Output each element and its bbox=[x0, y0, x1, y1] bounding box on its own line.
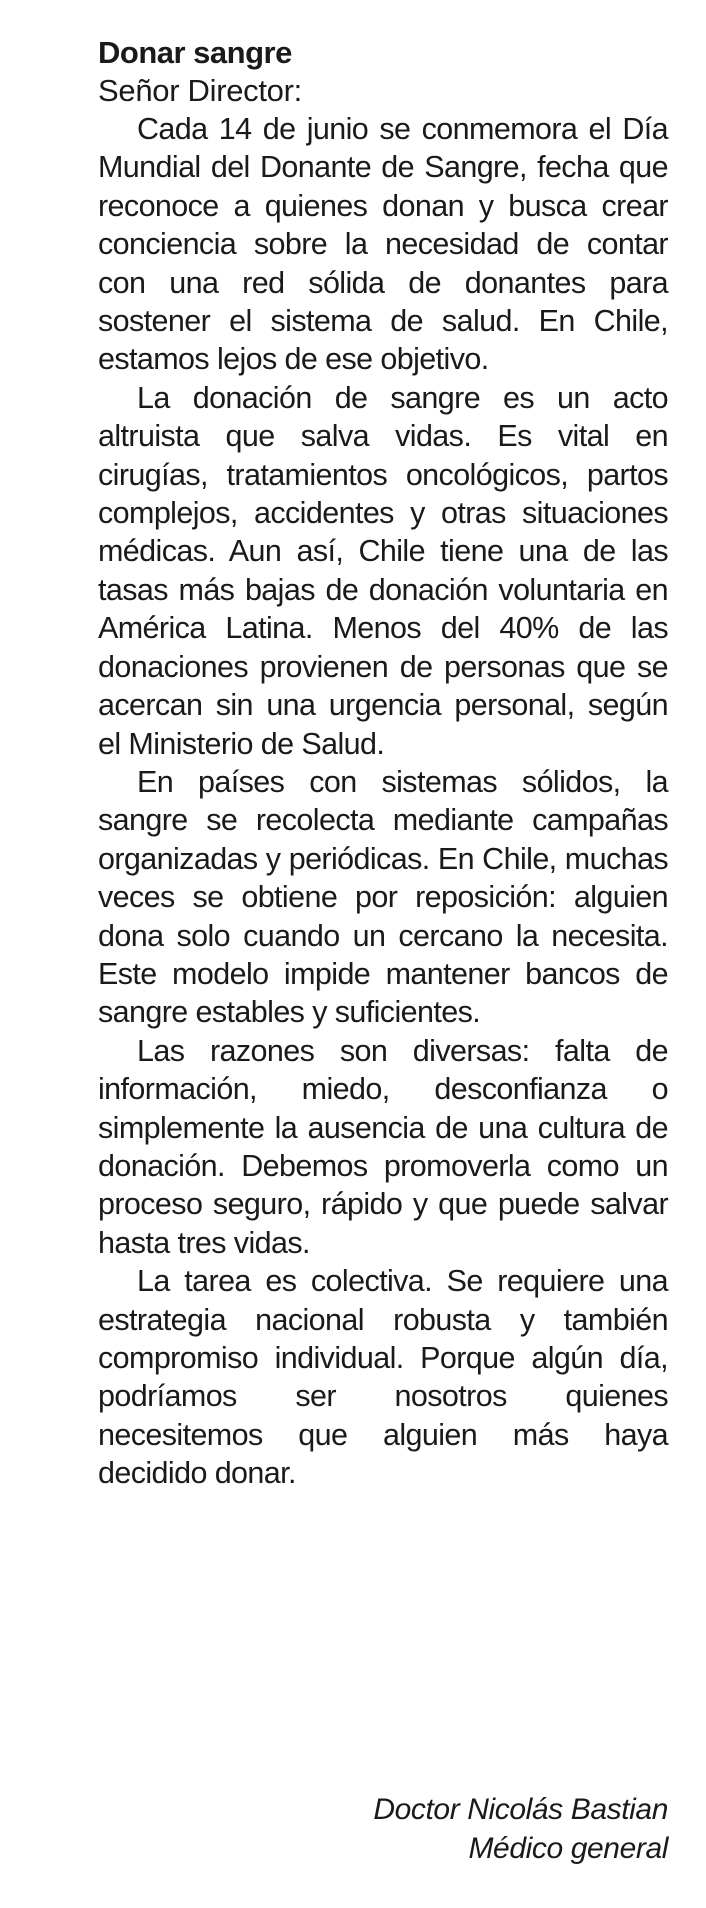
signature-name: Doctor Nicolás Bastian bbox=[373, 1793, 668, 1826]
paragraph-1: Cada 14 de junio se conmemora el Día Mundial del Donante de Sangre, fecha que reconoce a quienes donan y busca crear conciencia sobre la necesidad de contar con una red sólida de donantes para sostener el sistema de salud. En Chile, estamos lejos de ese objetivo. bbox=[98, 112, 668, 377]
paragraph-5: La tarea es colectiva. Se requiere una estrategia nacional robusta y también compromiso individual. Porque algún día, podríamos ser nosotros quienes necesitemos que alguien más haya decidido donar. bbox=[98, 1264, 668, 1491]
letter-title: Donar sangre bbox=[98, 35, 292, 70]
letter-to-editor bbox=[98, 34, 668, 1493]
salutation: Señor Director: bbox=[98, 73, 302, 108]
signature-role: Médico general bbox=[468, 1832, 668, 1865]
paragraph-2: La donación de sangre es un acto altruista que salva vidas. Es vital en cirugías, tratamientos oncológicos, partos complejos, accidentes y otras situaciones médicas. Aun así, Chile tiene una de las tasas más bajas de donación voluntaria en América Latina. Menos del 40% de las donaciones provienen de personas que se acercan sin una urgencia personal, según el Ministerio de Salud. bbox=[98, 380, 668, 761]
paragraph-3: En países con sistemas sólidos, la sangre se recolecta mediante campañas organizadas y periódicas. En Chile, muchas veces se obtiene por reposición: alguien dona solo cuando un cercano la necesita. Este modelo impide mantener bancos de sangre estables y suficientes. bbox=[98, 764, 668, 1030]
paragraph-4: Las razones son diversas: falta de información, miedo, desconfianza o simplemente la ausencia de una cultura de donación. Debemos promoverla como un proceso seguro, rápido y que puede salvar hasta tres vidas. bbox=[98, 1033, 668, 1260]
signature-block bbox=[373, 1790, 668, 1868]
